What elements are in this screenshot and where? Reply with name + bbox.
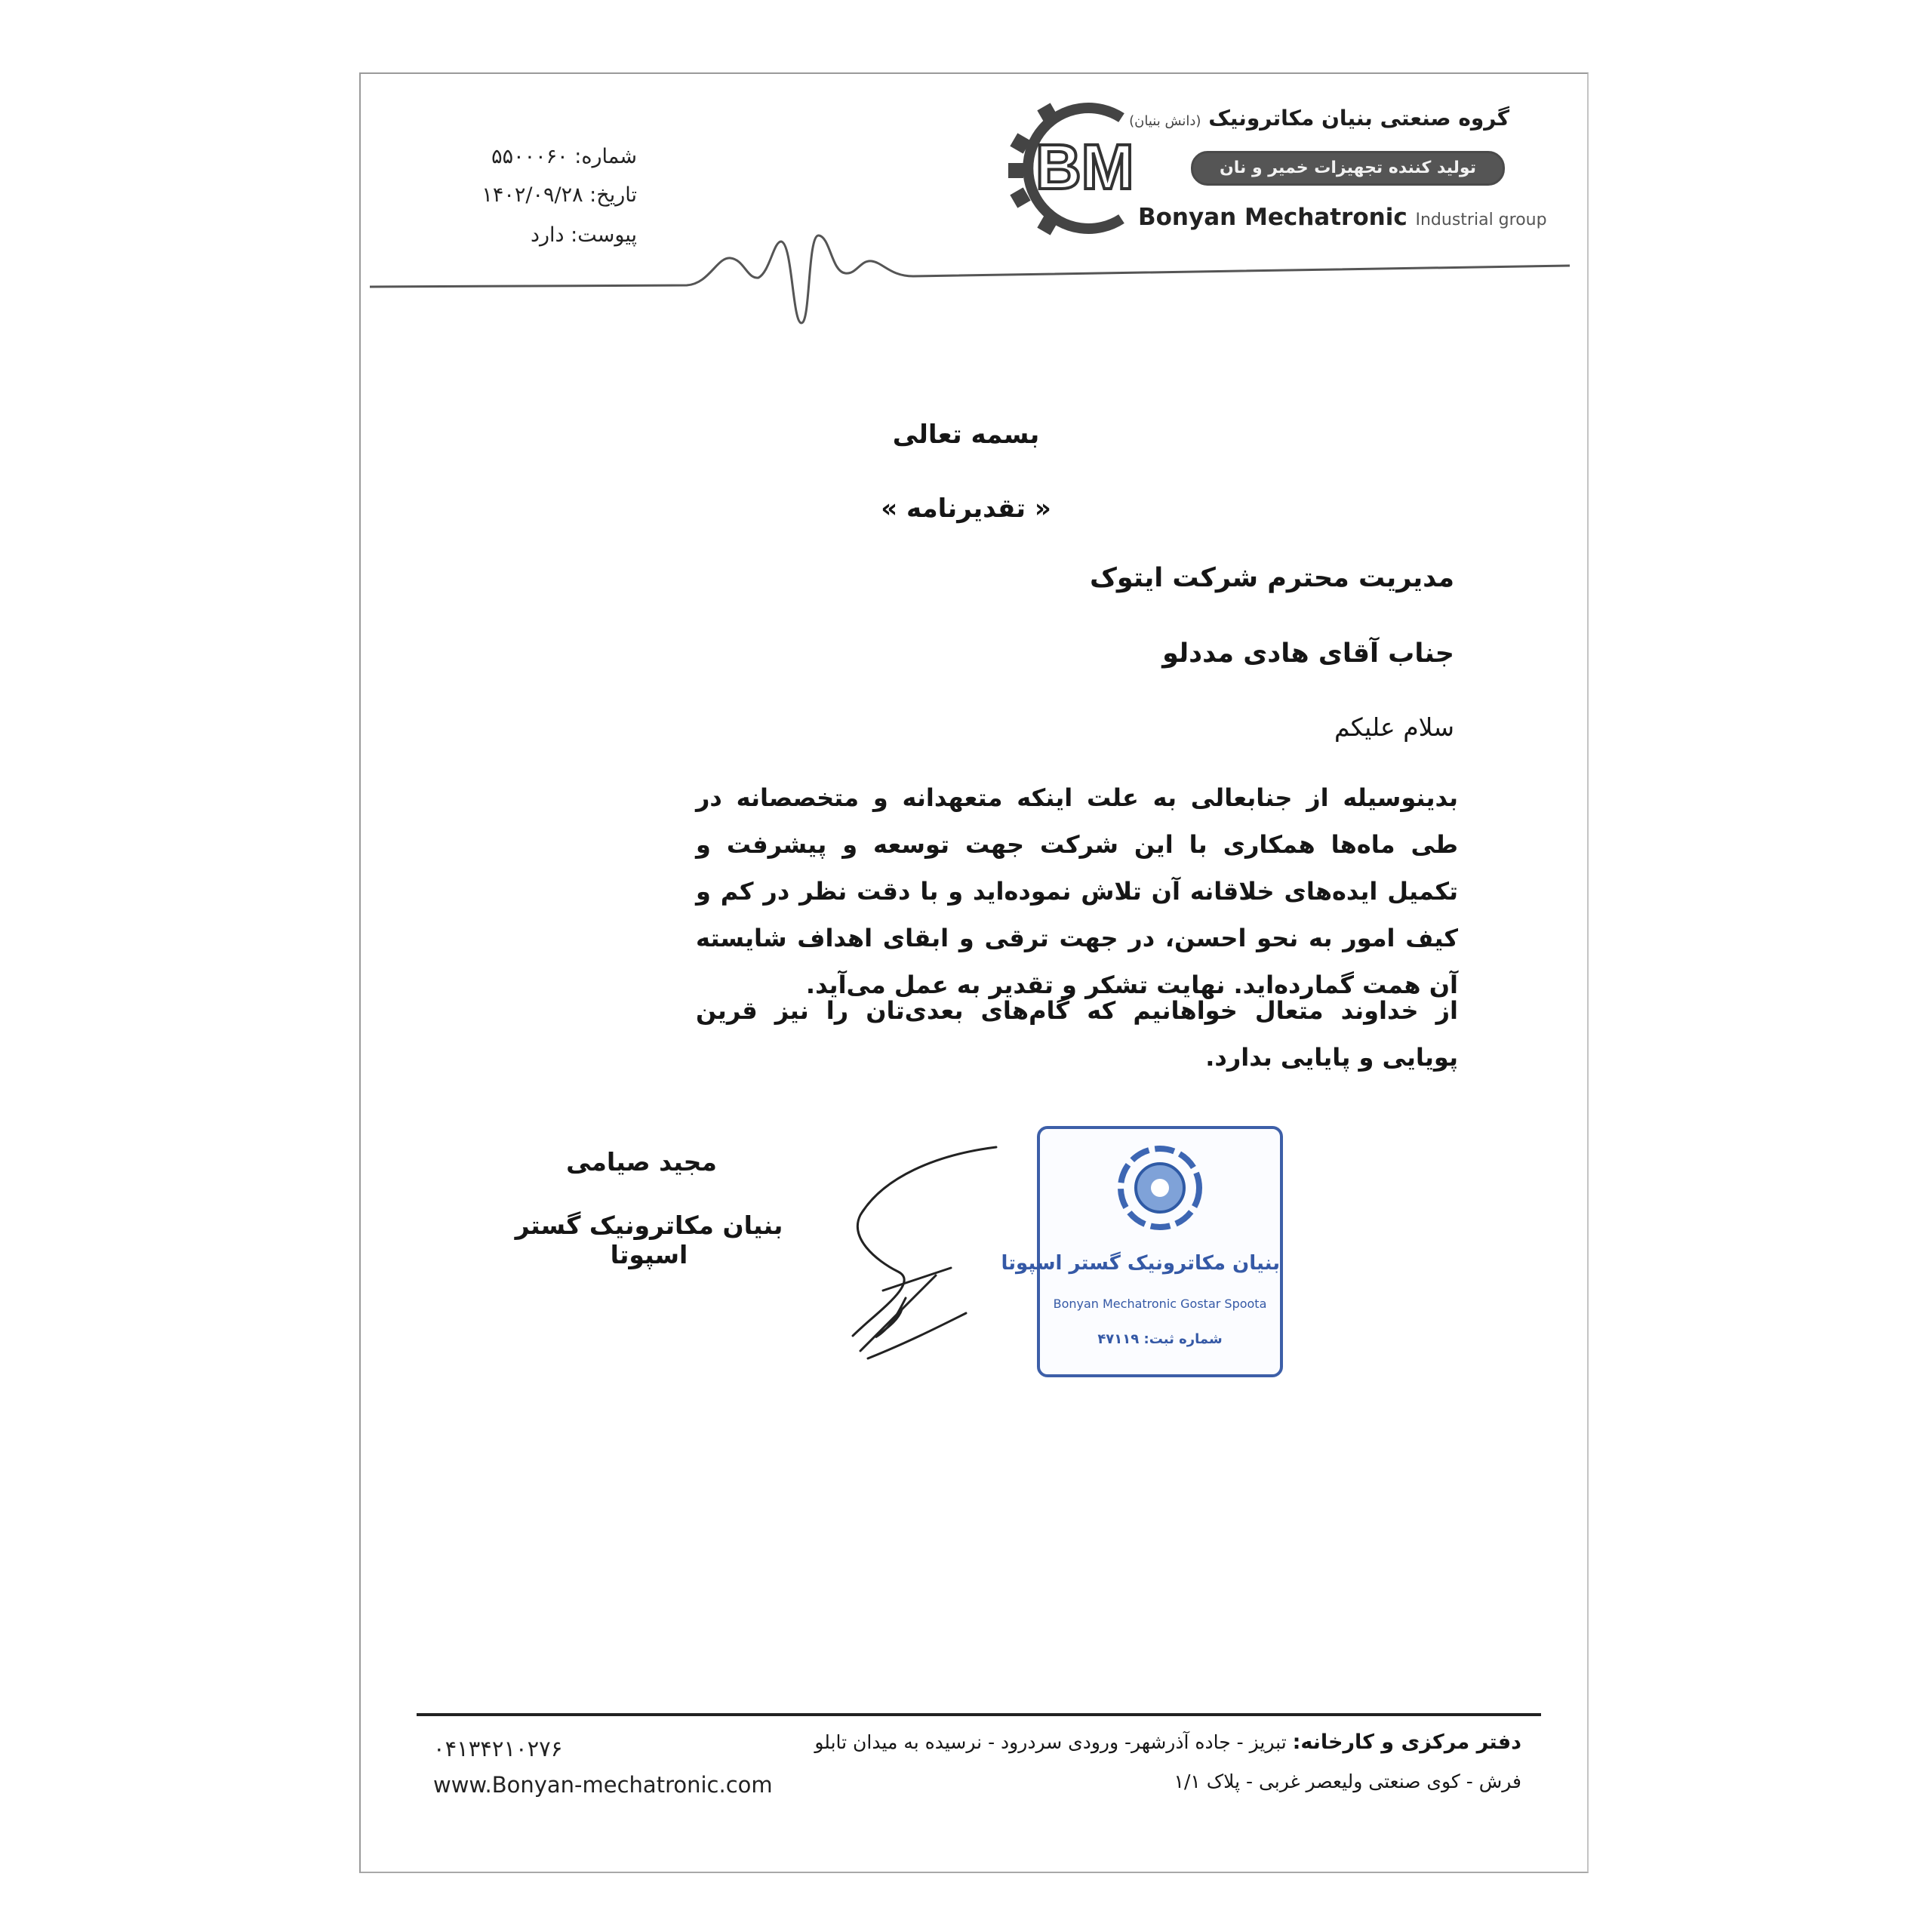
stamp-emblem-icon (1115, 1143, 1205, 1233)
stamp-name-fa: بنیان مکاترونیک گستر اسپوتا (1001, 1252, 1280, 1275)
letter-date: تاریخ: ۱۴۰۲/۰۹/۲۸ (481, 183, 637, 207)
footer-address-line-2: فرش - کوی صنعتی ولیعصر غربی - پلاک ۱/۱ (1174, 1770, 1521, 1792)
stamp-registration-number: شماره ثبت: ۴۷۱۱۹ (1097, 1331, 1223, 1347)
letter-body-paragraph: بدینوسیله از جنابعالی به علت اینکه متعهدانه و متخصصانه در طی ماه‌ها همکاری با این شرکت جهت توسعه و پیشرفت و تکمیل ایده‌های خلاقانه آن تلاش نموده‌اید و با دقت نظر در کم و کیف امور به نحو احسن، در جهت ترقی و ابقای اهداف شایسته آن همت گمارده‌اید. نهایت تشکر و تقدیر به عمل می‌آید. (696, 783, 1458, 999)
header-divider-wave (370, 226, 1570, 332)
recipient-person: جناب آقای هادی مددلو (1162, 638, 1454, 669)
footer-divider (417, 1713, 1541, 1716)
company-stamp (1001, 1126, 1283, 1377)
letter-title: « تقدیرنامه » (881, 494, 1051, 524)
company-name-fa-text: گروه صنعتی بنیان مکاترونیک (1208, 106, 1509, 131)
greeting: سلام علیکم (1334, 712, 1454, 742)
footer-address-label: دفتر مرکزی و کارخانه: (1292, 1730, 1521, 1754)
footer-address-line-1 (767, 1722, 1521, 1763)
company-name-fa (1129, 106, 1509, 131)
letter-closing-paragraph: از خداوند متعال خواهانیم که گام‌های بعدی‌تان را نیز قرین پویایی و پایایی بدارد. (696, 996, 1458, 1072)
signer-company: بنیان مکاترونیک گستر اسپوتا (515, 1211, 783, 1269)
recipient-organization: مدیریت محترم شرکت ایتوک (1090, 563, 1454, 593)
footer-address-text-1: تبریز - جاده آذرشهر- ورودی سردرود - نرسیده به میدان تابلو (814, 1731, 1287, 1753)
signer-name: مجید صیامی (566, 1147, 717, 1177)
bismillah-heading: بسمه تعالی (892, 420, 1040, 450)
company-slogan: تولید کننده تجهیزات خمیر و نان (1191, 151, 1505, 186)
stamp-name-en: Bonyan Mechatronic Gostar Spoota (1053, 1297, 1267, 1311)
letter-number: شماره: ۵۵۰۰۰۶۰ (491, 145, 637, 168)
company-name-en-suffix: Industrial group (1415, 211, 1547, 229)
footer-website: www.Bonyan-mechatronic.com (433, 1772, 773, 1798)
company-name-en-text: Bonyan Mechatronic (1138, 204, 1407, 231)
company-tag: (دانش بنیان) (1129, 113, 1201, 129)
footer-phone: ۰۴۱۳۴۲۱۰۲۷۶ (433, 1736, 563, 1761)
handwritten-signature (845, 1140, 1019, 1366)
letter-attachment: پیوست: دارد (530, 223, 637, 247)
logo-letters: BM (1035, 131, 1134, 202)
